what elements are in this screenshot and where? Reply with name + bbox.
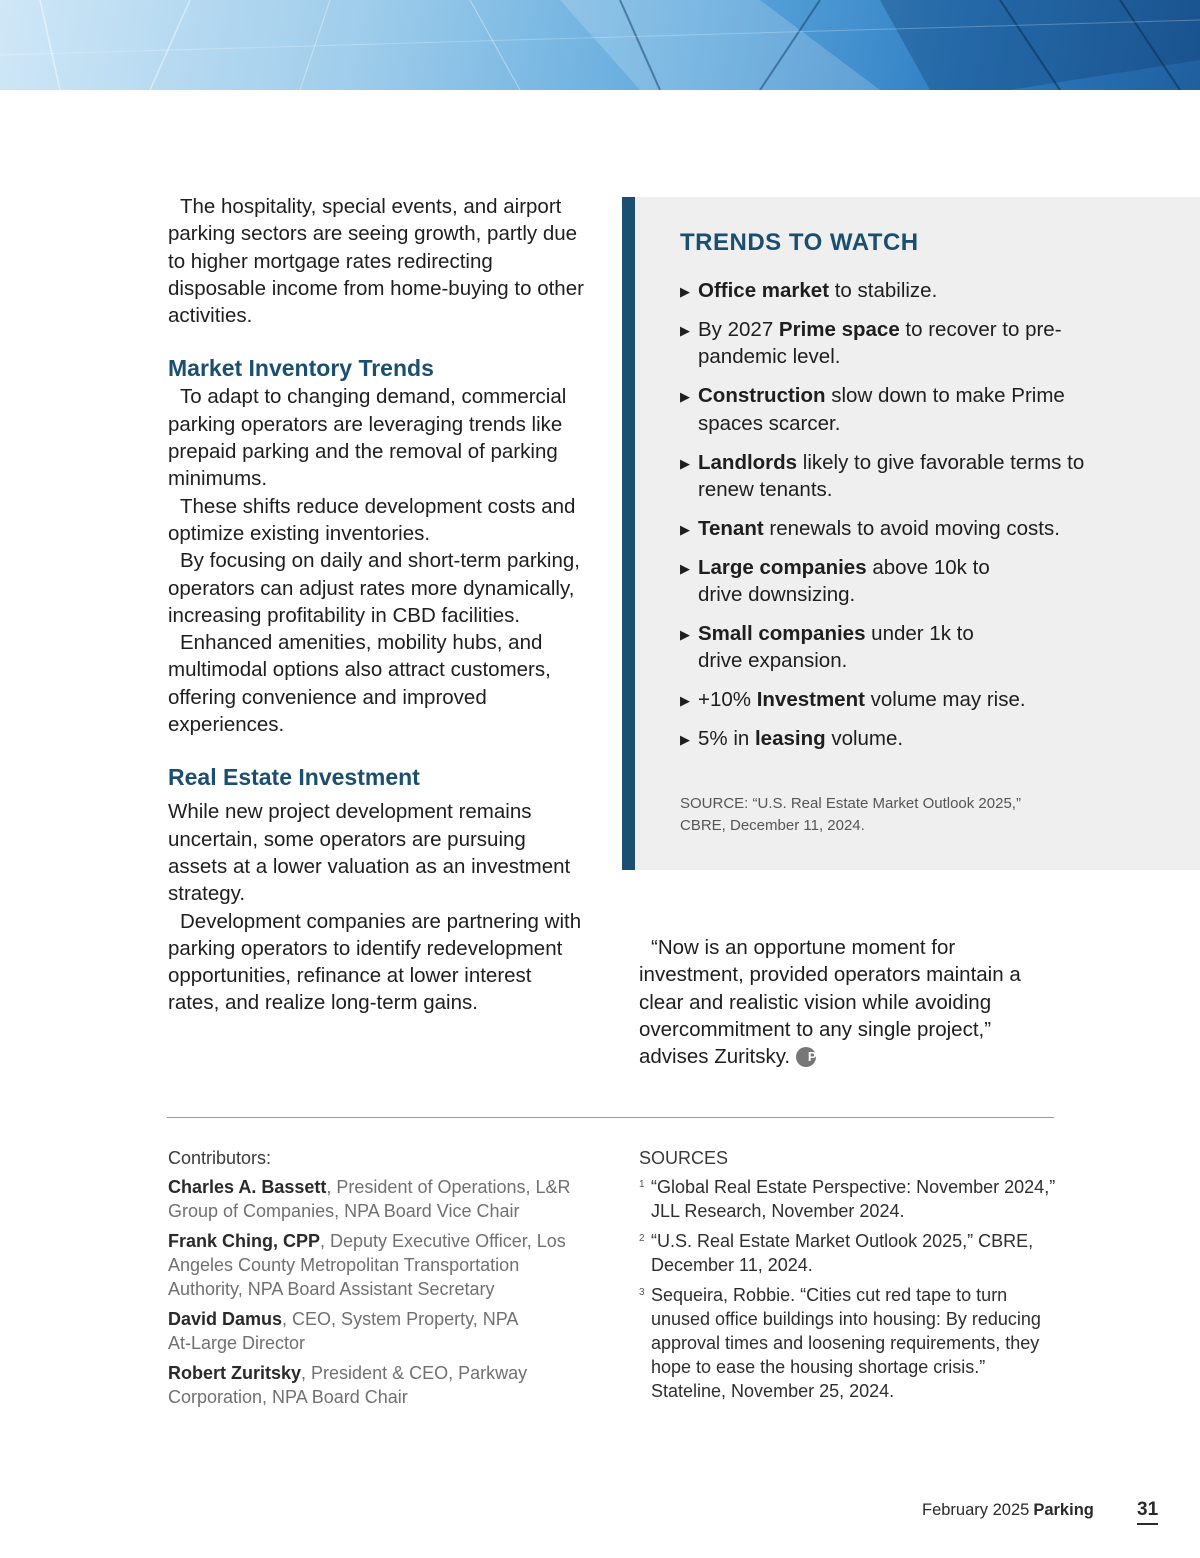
trends-title: TRENDS TO WATCH: [680, 229, 919, 256]
triangle-bullet-icon: ▶: [680, 693, 690, 709]
trends-source-note: SOURCE: “U.S. Real Estate Market Outlook 2025,” CBRE, December 11, 2024.: [680, 795, 1021, 834]
quote-text: “Now is an opportune moment for investment, provided operators maintain a clear and realistic vision while avoiding overcommitment to any single project,” advises Zuritsky. P: [639, 936, 1021, 1069]
list-item: ▶ Large companies above 10k to drive downsizing.: [680, 555, 990, 607]
trends-sidebar-box: [622, 197, 1200, 870]
contributors-section: [168, 1146, 588, 1415]
list-item: ▶ +10% Investment volume may rise.: [680, 686, 1080, 713]
paragraph: By focusing on daily and short-term parking, operators can adjust rates more dynamically, increasing profitability in CBD facilities.: [168, 549, 580, 627]
triangle-bullet-icon: ▶: [680, 389, 690, 405]
intro-paragraph: The hospitality, special events, and airport parking sectors are seeing growth, partly due to higher mortgage rates redirecting disposable income from home-buying to other activities.: [168, 195, 584, 328]
source-entry: 2 “U.S. Real Estate Market Outlook 2025,” CBRE, December 11, 2024.: [639, 1231, 1034, 1275]
page-footer: [922, 1501, 1094, 1520]
sources-heading: SOURCES: [639, 1148, 729, 1168]
source-entry: 1 “Global Real Estate Perspective: November 2024,” JLL Research, November 2024.: [639, 1177, 1056, 1221]
list-item: ▶ Landlords likely to give favorable terms to renew tenants.: [680, 450, 1085, 501]
list-item: ▶ Construction slow down to make Prime spaces scarcer.: [680, 384, 1065, 435]
contributor-entry: Frank Ching, CPP, Deputy Executive Officer, Los Angeles County Metropolitan Transportation Authority, NPA Board Assistant Secretary: [168, 1231, 566, 1299]
section-heading-real-estate-investment: Real Estate Investment: [168, 764, 420, 791]
page-number: 31: [1137, 1499, 1158, 1525]
triangle-bullet-icon: ▶: [680, 732, 690, 748]
triangle-bullet-icon: ▶: [680, 284, 690, 299]
trends-list: [680, 277, 1085, 764]
pull-quote: [639, 934, 1039, 1070]
list-item: ▶ 5% in leasing volume.: [680, 725, 1080, 752]
list-item: ▶ Tenant renewals to avoid moving costs.: [680, 515, 1118, 542]
contributor-entry: Robert Zuritsky, President & CEO, Parkway Corporation, NPA Board Chair: [168, 1363, 528, 1407]
list-item: ▶ Office market to stabilize.: [680, 277, 1080, 304]
contributor-entry: David Damus, CEO, System Property, NPA At-Large Director: [168, 1309, 518, 1353]
paragraph: These shifts reduce development costs and optimize existing inventories.: [168, 494, 576, 545]
left-column: [168, 193, 588, 1017]
paragraph: Enhanced amenities, mobility hubs, and multimodal options also attract customers, offering convenience and improved experiences.: [168, 631, 551, 737]
section-heading-market-inventory: Market Inventory Trends: [168, 355, 434, 382]
magazine-name: Parking: [1033, 1501, 1094, 1519]
accent-bar: [622, 197, 635, 870]
header-banner-image: [0, 0, 1200, 90]
triangle-bullet-icon: ▶: [680, 322, 690, 338]
divider: [167, 1117, 1054, 1118]
paragraph: Development companies are partnering with parking operators to identify redevelopment opportunities, refinance at lower interest rates, and realize long-term gains.: [168, 909, 582, 1015]
paragraph: To adapt to changing demand, commercial parking operators are leveraging trends like prepaid parking and the removal of parking minimums.: [168, 385, 567, 491]
contributor-entry: Charles A. Bassett, President of Operations, L&R Group of Companies, NPA Board Vice Chair: [168, 1177, 571, 1221]
paragraph: While new project development remains uncertain, some operators are pursuing assets at a lower valuation as an investment strategy.: [168, 800, 571, 906]
list-item: ▶ By 2027 Prime space to recover to pre-pandemic level.: [680, 317, 1062, 369]
list-item: ▶ Small companies under 1k to drive expansion.: [680, 622, 974, 673]
triangle-bullet-icon: ▶: [680, 560, 690, 576]
source-entry: 3 Sequeira, Robbie. “Cities cut red tape to turn unused office buildings into housing: By reducing approval times and loosening requirements, they hope to ease the housing shortage crisis.” Stateline, November 25, 2024.: [639, 1285, 1041, 1401]
contributors-heading: Contributors:: [168, 1148, 272, 1168]
triangle-bullet-icon: ▶: [680, 455, 690, 471]
triangle-bullet-icon: ▶: [680, 627, 690, 643]
triangle-bullet-icon: ▶: [680, 521, 690, 537]
issue-date: February 2025: [922, 1501, 1030, 1519]
parking-end-mark-icon: P: [796, 1047, 816, 1067]
sources-section: [639, 1146, 1059, 1409]
glass-building-graphic: [0, 0, 1200, 90]
